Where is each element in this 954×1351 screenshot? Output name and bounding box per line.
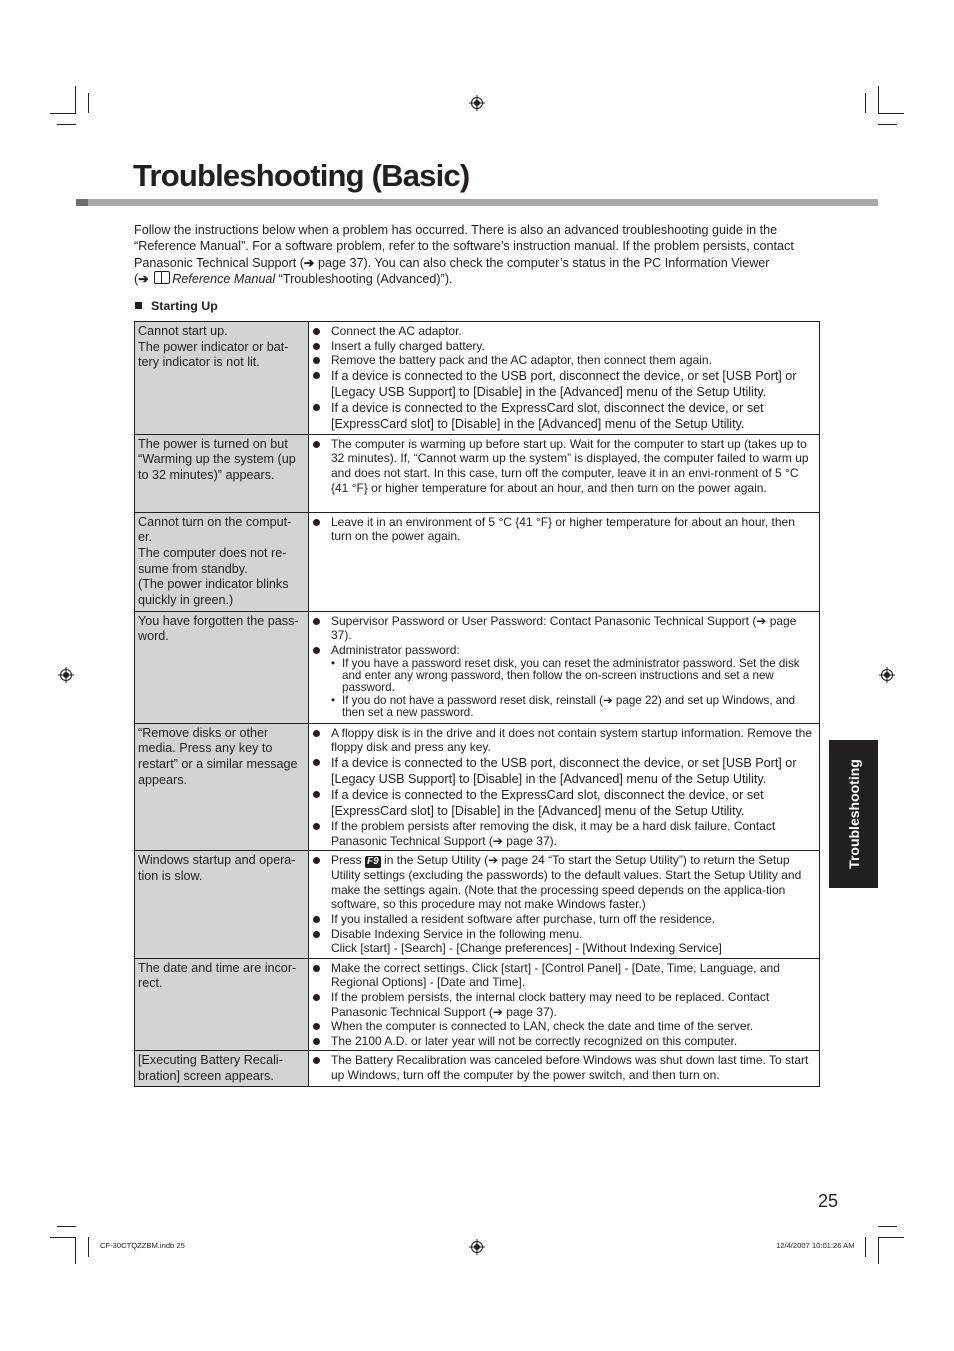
- table-row: [135, 851, 820, 959]
- crop-mark: [878, 113, 904, 114]
- crop-mark: [878, 86, 879, 113]
- arrow-icon: ➔: [303, 255, 315, 270]
- footer-filename: CF-30CTQZZBM.indb 25: [100, 1241, 185, 1250]
- solution-cell: [309, 958, 820, 1051]
- solution-item: Disable Indexing Service in the following menu.: [331, 927, 815, 942]
- solution-item: If the problem persists after removing the disk, it may be a hard disk failure. Contact Panasonic Technical Support (➔ page 37).: [331, 819, 815, 848]
- solution-item: The computer is warming up before start up. Wait for the computer to start up (takes up to 32 minutes). If, “Cannot warm up the system” is displayed, the computer failed to warm up and does not start. In this case, turn off the computer, leave it in an envi-ronment of 5 °C {41 °F} or higher temperature for about an hour, and then turn on the power again.: [331, 437, 815, 495]
- crop-mark: [75, 1237, 76, 1264]
- side-tab-label: Troubleshooting: [845, 759, 862, 869]
- solution-item: When the computer is connected to LAN, check the date and time of the server.: [331, 1019, 815, 1034]
- problem-cell: Cannot turn on the comput- er. The computer does not re- sume from standby. (The power indicator blinks quickly in green.): [135, 512, 309, 611]
- problem-cell: “Remove disks or other media. Press any key to restart” or a similar message appears.: [135, 723, 309, 850]
- intro-line: Panasonic Technical Support (➔ page 37). You can also check the computer’s status in the PC Information Viewer: [134, 255, 770, 270]
- solution-item: Connect the AC adaptor.: [331, 324, 815, 339]
- problem-cell: The power is turned on but “Warming up the system (up to 32 minutes)” appears.: [135, 434, 309, 512]
- crop-mark: [50, 113, 76, 114]
- solution-item: Remove the battery pack and the AC adaptor, then connect them again.: [331, 353, 815, 368]
- crop-mark: [865, 93, 866, 113]
- troubleshooting-table: [134, 321, 820, 1087]
- solution-item: Administrator password:: [331, 643, 815, 658]
- problem-cell: Cannot start up. The power indicator or bat- tery indicator is not lit.: [135, 322, 309, 435]
- solution-item: The Battery Recalibration was canceled before Windows was shut down last time. To start up Windows, turn off the computer by the power switch, and then turn on.: [331, 1053, 815, 1082]
- crop-mark: [878, 124, 897, 125]
- solution-item: If you installed a resident software after purchase, turn off the residence.: [331, 912, 815, 927]
- table-row: [135, 611, 820, 723]
- table-row: [135, 434, 820, 512]
- manual-reference: Reference Manual: [172, 272, 276, 287]
- page-number: 25: [818, 1191, 839, 1211]
- problem-cell: [Executing Battery Recali- bration] screen appears.: [135, 1051, 309, 1087]
- crop-mark: [878, 1237, 879, 1264]
- section-heading: Starting Up: [135, 299, 218, 313]
- side-tab: [829, 740, 878, 888]
- solution-cell: [309, 723, 820, 850]
- solution-item: If a device is connected to the USB port, disconnect the device, or set [USB Port] or [Legacy USB Support] to [Disable] in the [Advanced] menu of the Setup Utility.: [331, 755, 815, 787]
- square-bullet-icon: [135, 302, 142, 309]
- title-rule: [76, 199, 878, 206]
- crop-mark: [878, 1226, 897, 1227]
- problem-cell: You have forgotten the pass- word.: [135, 611, 309, 723]
- crop-mark: [57, 124, 76, 125]
- arrow-icon: ➔: [138, 272, 149, 287]
- crop-mark: [57, 1226, 76, 1227]
- solution-item: Make the correct settings. Click [start] - [Control Panel] - [Date, Time, Language, and Regional Options] - [Date and Time].: [331, 961, 815, 990]
- intro-line: “Reference Manual”. For a software problem, refer to the software’s instruction manual. If the problem persists, contact: [134, 239, 794, 254]
- crop-mark: [88, 1237, 89, 1257]
- solution-item: Leave it in an environment of 5 °C {41 °F} or higher temperature for about an hour, then turn on the power again.: [331, 515, 815, 544]
- solution-cell: [309, 434, 820, 512]
- intro-paragraph: [134, 222, 824, 288]
- solution-item: If the problem persists, the internal clock battery may need to be replaced. Contact Panasonic Technical Support (➔ page 37).: [331, 990, 815, 1019]
- solution-cell: [309, 851, 820, 959]
- manual-book-icon: [154, 271, 170, 284]
- crop-mark: [88, 93, 89, 113]
- registration-mark-icon: [471, 1241, 483, 1253]
- problem-cell: Windows startup and opera- tion is slow.: [135, 851, 309, 959]
- solution-item: If a device is connected to the ExpressCard slot, disconnect the device, or set [ExpressCard slot] to [Disable] in the [Advanced] menu of the Setup Utility.: [331, 400, 815, 432]
- footer-timestamp: 12/4/2007 10:01:26 AM: [776, 1241, 855, 1250]
- solution-subitem: • If you do not have a password reset disk, reinstall (➔ page 22) and set up Windows, and then set a new password.: [331, 695, 815, 720]
- crop-mark: [865, 1237, 866, 1257]
- page-title: Troubleshooting (Basic): [133, 158, 470, 193]
- solution-cell: [309, 1051, 820, 1087]
- f9-key-icon: F9: [367, 856, 379, 868]
- solution-item: Insert a fully charged battery.: [331, 339, 815, 354]
- solution-cell: [309, 322, 820, 435]
- solution-item: If a device is connected to the ExpressCard slot, disconnect the device, or set [ExpressCard slot] to [Disable] in the [Advanced] menu of the Setup Utility.: [331, 787, 815, 819]
- solution-cell: [309, 611, 820, 723]
- table-row: [135, 723, 820, 850]
- registration-mark-icon: [471, 97, 483, 109]
- problem-cell: The date and time are incor- rect.: [135, 958, 309, 1051]
- table-row: [135, 958, 820, 1051]
- registration-mark-icon: [881, 669, 893, 681]
- solution-item: A floppy disk is in the drive and it does not contain system startup information. Remove the floppy disk and press any key.: [331, 726, 815, 755]
- menu-path: Click [start] - [Search] - [Change preferences] - [Without Indexing Service]: [331, 941, 722, 956]
- table-row: [135, 322, 820, 435]
- solution-item: Supervisor Password or User Password: Contact Panasonic Technical Support (➔ page 37).: [331, 614, 815, 643]
- solution-item: The 2100 A.D. or later year will not be correctly recognized on this computer.: [331, 1034, 815, 1049]
- crop-mark: [50, 1237, 76, 1238]
- solution-subitem: • If you have a password reset disk, you can reset the administrator password. Set the disk and enter any wrong password, then follow the on-screen instructions and set a new password.: [331, 658, 815, 695]
- solution-item: Press F9 in the Setup Utility (➔ page 24 “To start the Setup Utility”) to return the Setup Utility settings (excluding the passwords) to the default values. Start the Setup Utility and make the settings again. (Note that the processing speed depends on the applica-tion software, so this procedure may not make Windows faster.): [331, 853, 815, 912]
- intro-line: Follow the instructions below when a problem has occurred. There is also an advanced troubleshooting guide in the: [134, 223, 778, 237]
- crop-mark: [878, 1237, 904, 1238]
- title-rule-accent: [76, 199, 88, 206]
- table-row: [135, 1051, 820, 1087]
- table-row: [135, 512, 820, 611]
- crop-mark: [75, 86, 76, 113]
- solution-cell: [309, 512, 820, 611]
- registration-mark-icon: [60, 669, 72, 681]
- intro-line: (➔ Reference Manual “Troubleshooting (Advanced)”).: [134, 272, 453, 287]
- solution-item: If a device is connected to the USB port, disconnect the device, or set [USB Port] or [Legacy USB Support] to [Disable] in the [Advanced] menu of the Setup Utility.: [331, 368, 815, 400]
